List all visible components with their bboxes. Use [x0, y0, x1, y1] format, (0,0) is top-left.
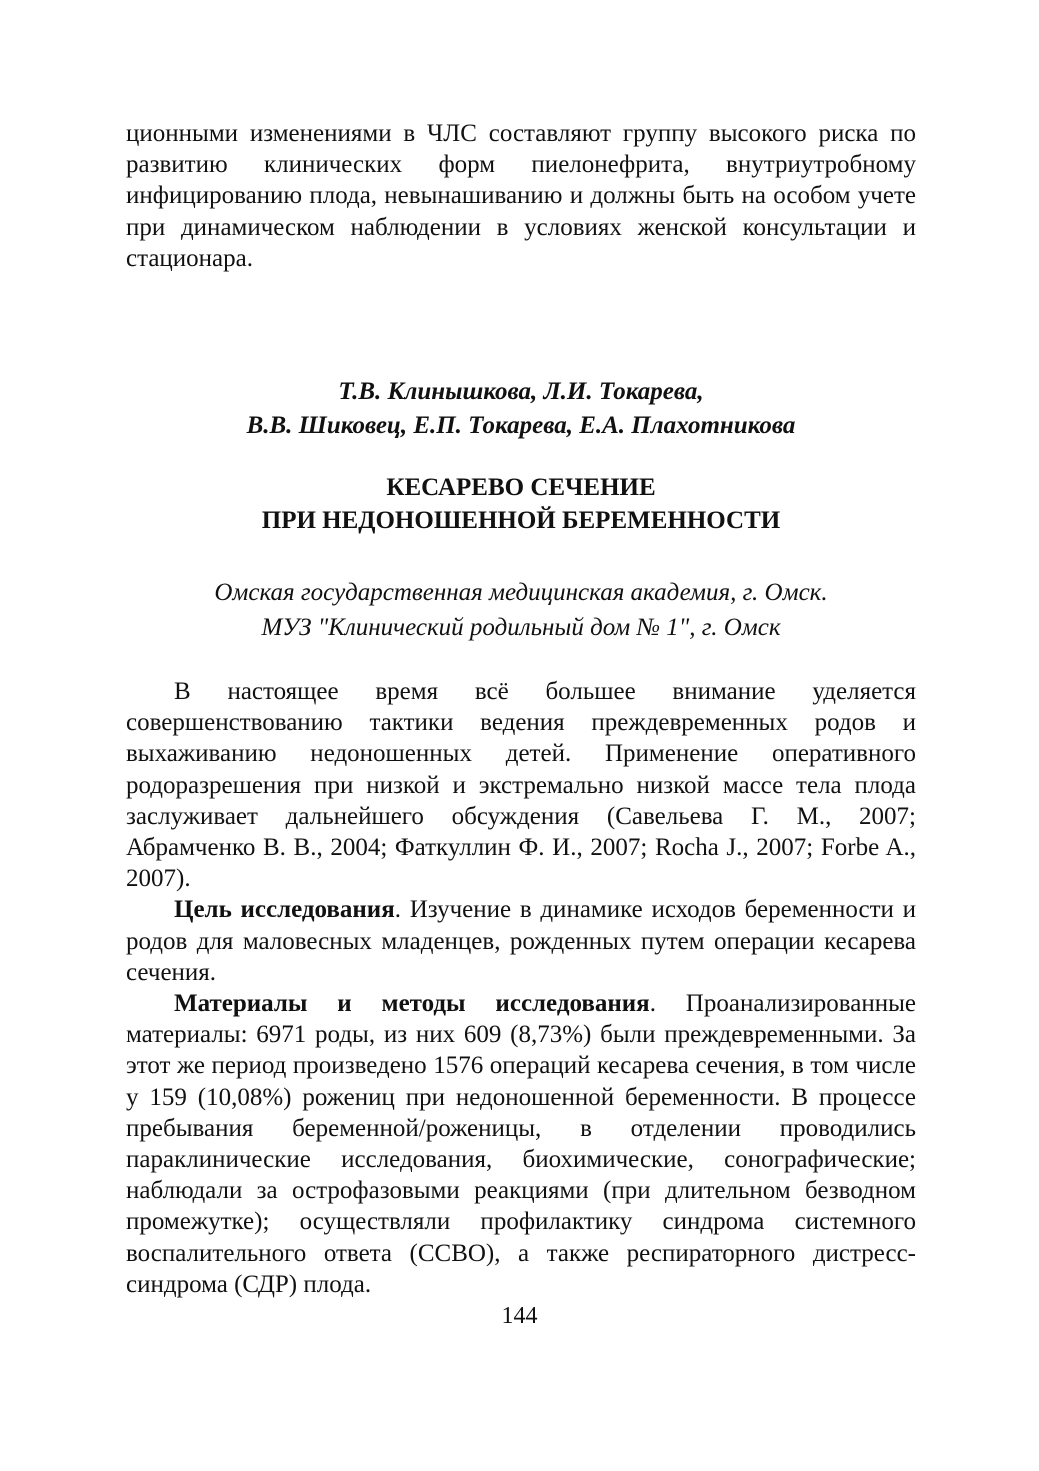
title-line-2: ПРИ НЕДОНОШЕННОЙ БЕРЕМЕННОСТИ [261, 507, 781, 535]
methods-label: Материалы и методы исследования [174, 990, 650, 1018]
article-affiliation [126, 575, 916, 645]
aim-label: Цель исследования [174, 896, 395, 924]
aim-text: . Изучение в динамике исходов беременности и родов для маловесных младенцев, рожденных путем операции кесарева сечения. [126, 896, 916, 986]
article-title [126, 471, 916, 537]
affiliation-line-2: МУЗ "Клинический родильный дом № 1", г. Омск [261, 614, 781, 642]
methods-paragraph [126, 988, 916, 1300]
intro-paragraph: В настоящее время всё большее внимание уделяется совершенствованию тактики ведения преждевременных родов и выхаживанию недоношенных детей. Применение оперативного родоразрешения при низкой и экстремально низкой массе тела плода заслуживает дальнейшего обсуждения (Савельева Г. М., 2007; Абрамченко В. В., 2004; Фаткуллин Ф. И., 2007; Rocha J., 2007; Forbe A., 2007). [126, 678, 916, 893]
title-line-1: КЕСАРЕВО СЕЧЕНИЕ [386, 474, 656, 502]
page-content [126, 118, 916, 1300]
authors-line-2: В.В. Шиковец, Е.П. Токарева, Е.А. Плахотникова [246, 412, 796, 440]
aim-paragraph [126, 894, 916, 988]
methods-text: . Проанализированные материалы: 6971 роды, из них 609 (8,73%) были преждевременными. За этот же период произведено 1576 операций кесарева сечения, в том числе у 159 (10,08%) рожениц при недоношенной беременности. В процессе пребывания беременной/роженицы, в отделении проводились параклинические исследования, биохимические, сонографические; наблюдали за острофазовыми реакциями (при длительном безводном промежутке); осуществляли профилактику синдрома системного воспалительного ответа (ССВО), а также респираторного дистресс-синдрома (СДР) плода. [126, 990, 916, 1298]
page-number: 144 [501, 1303, 538, 1329]
authors-line-1: Т.В. Клинышкова, Л.И. Токарева, [338, 378, 704, 406]
article-authors [126, 375, 916, 443]
affiliation-line-1: Омская государственная медицинская академия, г. Омск. [214, 579, 828, 607]
continuation-paragraph: ционными изменениями в ЧЛС составляют группу высокого риска по развитию клинических форм пиелонефрита, внутриутробному инфицированию плода, невынашиванию и должны быть на особом учете при динамическом наблюдении в условиях женской консультации и стационара. [126, 120, 916, 272]
